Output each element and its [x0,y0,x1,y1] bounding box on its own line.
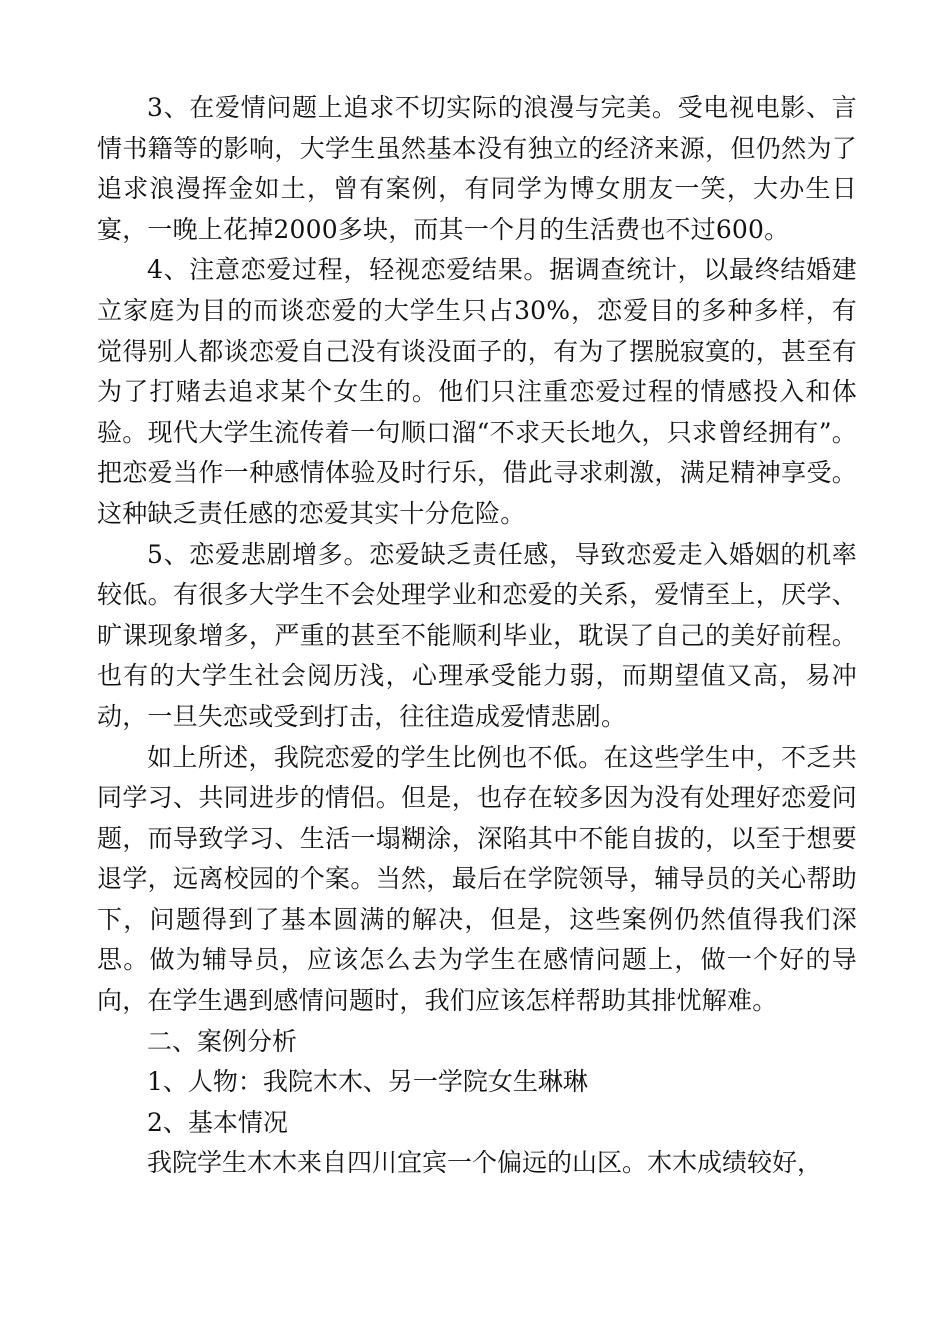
item-characters: 1、人物：我院木木、另一学院女生琳琳 [147,1067,588,1097]
paragraph-summary: 如上所述，我院恋爱的学生比例也不低。在这些学生中，不乏共同学习、共同进步的情侣。但是，也存在较多因为没有处理好恋爱问题，而导致学习、生活一塌糊涂，深陷其中不能自拔的，以至于想要退学，远离校园的个案。当然，最后在学院领导，辅导员的关心帮助下，问题得到了基本圆满的解决，但是，这些案例仍然值得我们深思。做为辅导员，应该怎么去为学生在感情问题上，做一个好的导向，在学生遇到感情问题时，我们应该怎样帮助其排忧解难。 [97,742,857,1016]
document-body [97,88,857,1184]
paragraph-case-start: 我院学生木木来自四川宜宾一个偏远的山区。木木成绩较好， [147,1148,823,1178]
paragraph-romance-perfection: 3、在爱情问题上追求不切实际的浪漫与完美。受电视电影、言情书籍等的影响，大学生虽然基本没有独立的经济来源，但仍然为了追求浪漫挥金如土，曾有案例，有同学为博女朋友一笑，大办生日宴，一晚上花掉2000多块，而其一个月的生活费也不过600。 [97,93,857,244]
paragraph-tragedy-increase: 5、恋爱悲剧增多。恋爱缺乏责任感，导致恋爱走入婚姻的机率较低。有很多大学生不会处理学业和恋爱的关系，爱情至上，厌学、旷课现象增多，严重的甚至不能顺利毕业，耽误了自己的美好前程。也有的大学生社会阅历浅，心理承受能力弱，而期望值又高，易冲动，一旦失恋或受到打击，往往造成爱情悲剧。 [97,539,857,731]
paragraph-process-over-result: 4、注意恋爱过程，轻视恋爱结果。据调查统计，以最终结婚建立家庭为目的而谈恋爱的大学生只占30%，恋爱目的多种多样，有觉得别人都谈恋爱自己没有谈没面子的，有为了摆脱寂寞的，甚至有为了打赌去追求某个女生的。他们只注重恋爱过程的情感投入和体验。现代大学生流传着一句顺口溜“不求天长地久，只求曾经拥有”。把恋爱当作一种感情体验及时行乐，借此寻求刺激，满足精神享受。这种缺乏责任感的恋爱其实十分危险。 [97,255,857,528]
item-basic-situation: 2、基本情况 [147,1107,288,1137]
section-heading-case-analysis: 二、案例分析 [147,1026,298,1056]
